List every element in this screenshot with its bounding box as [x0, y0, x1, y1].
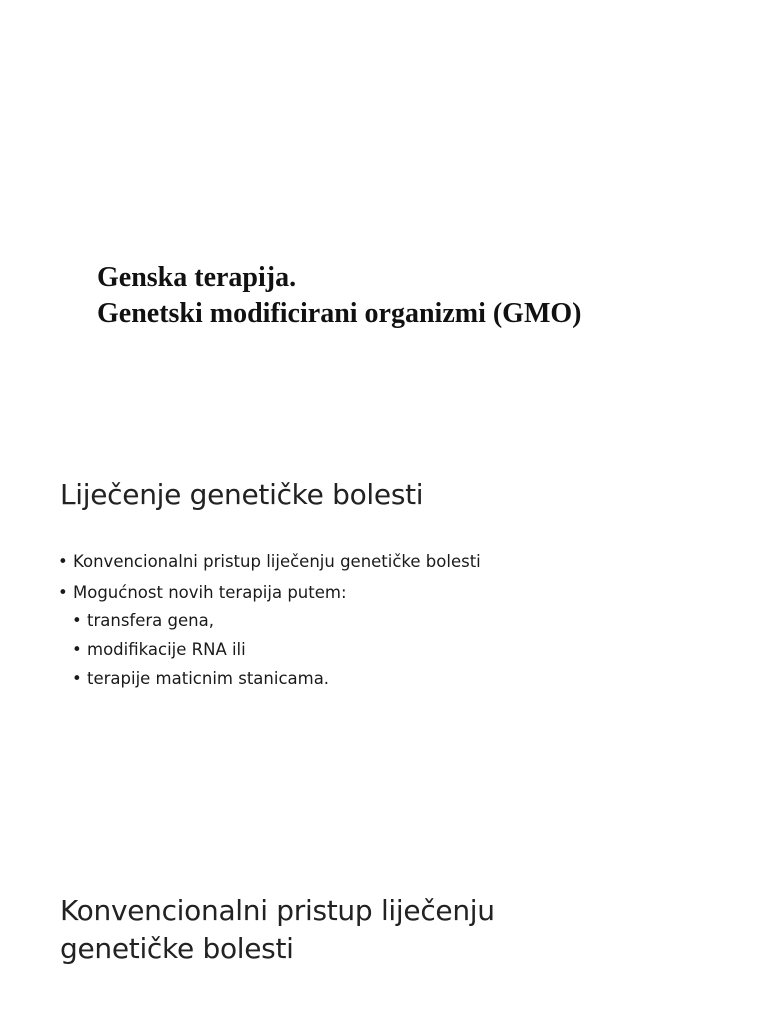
sub-bullet-list: [72, 606, 495, 693]
presentation-title: [97, 260, 582, 332]
content-slide: [0, 430, 768, 860]
bullet-item: • Konvencionalni pristup liječenju genetičke bolesti: [58, 546, 481, 577]
sub-bullet-container: [58, 608, 481, 695]
title-line-1: Genska terapija.: [97, 262, 297, 293]
bullet-item: [58, 577, 481, 608]
section-slide: [0, 860, 768, 1024]
bullet-item-label: Mogućnost novih terapija putem:: [73, 583, 347, 602]
title-slide: [0, 0, 768, 430]
heading-line-1: Konvencionalni pristup liječenju: [60, 894, 495, 927]
sub-bullet-item: • transfera gena,: [72, 606, 495, 635]
slide-heading: Liječenje genetičke bolesti: [60, 478, 424, 511]
heading-line-2: genetičke bolesti: [60, 932, 294, 965]
sub-bullet-item: • terapije maticnim stanicama.: [72, 664, 495, 693]
slide-heading: [60, 892, 495, 968]
bullet-list: [58, 546, 481, 695]
sub-bullet-item: • modifikacije RNA ili: [72, 635, 495, 664]
title-line-2: Genetski modificirani organizmi (GMO): [97, 298, 582, 329]
